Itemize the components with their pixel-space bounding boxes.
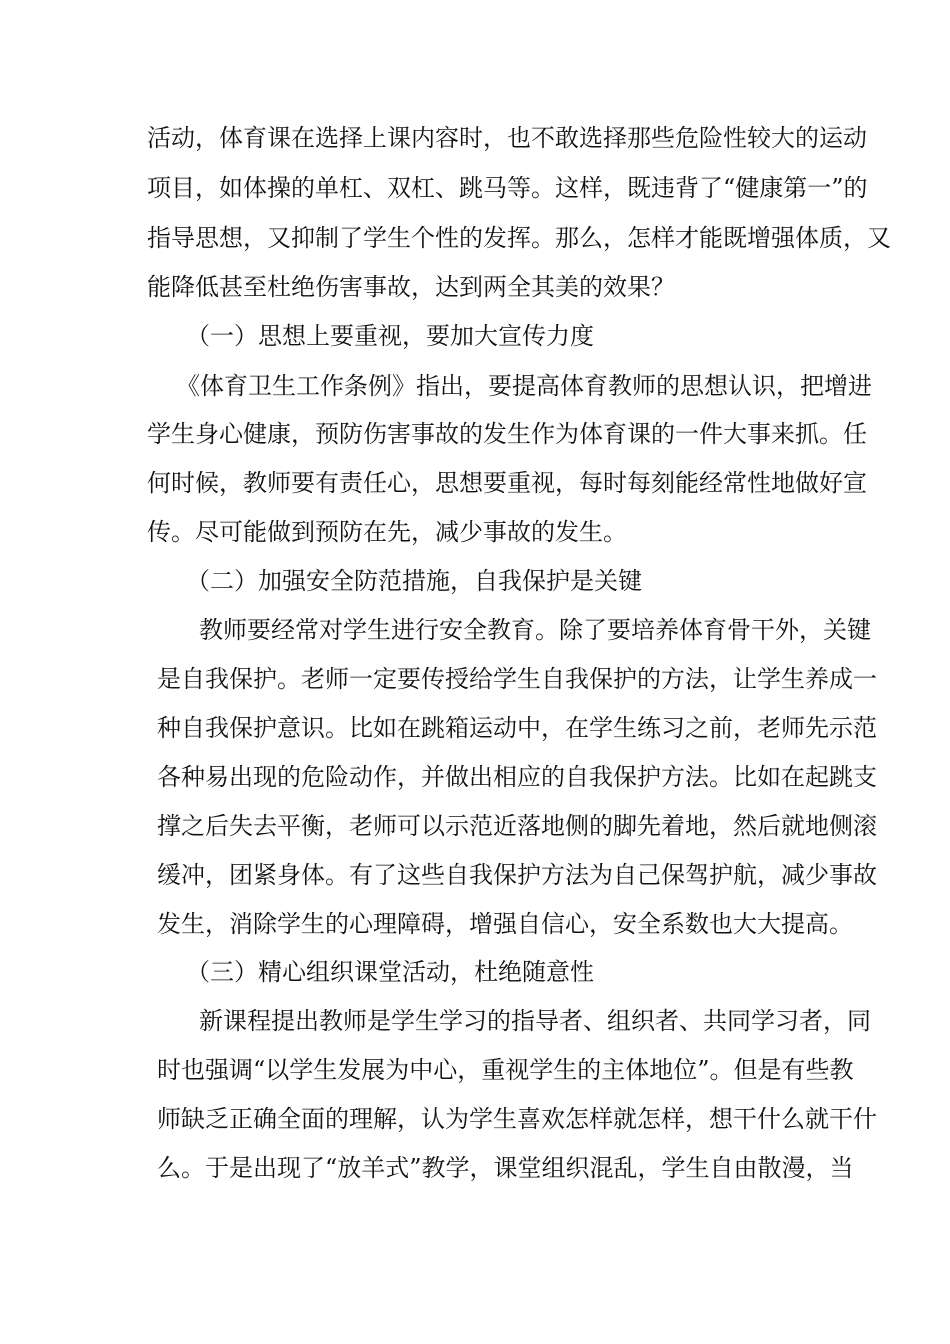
body-text-line: 传。尽可能做到预防在先，减少事故的发生。 — [147, 518, 627, 546]
body-text-line: 学生身心健康，预防伤害事故的发生作为体育课的一件大事来抓。任 — [147, 420, 867, 448]
section-heading: （三）精心组织课堂活动，杜绝随意性 — [186, 958, 594, 986]
body-text-line: 是自我保护。老师一定要传授给学生自我保护的方法，让学生养成一 — [157, 665, 877, 693]
body-text-line: 师缺乏正确全面的理解，认为学生喜欢怎样就怎样，想干什么就干什 — [157, 1105, 877, 1133]
section-heading: （一）思想上要重视，要加大宣传力度 — [186, 322, 594, 350]
body-text-line: 各种易出现的危险动作，并做出相应的自我保护方法。比如在起跳支 — [157, 763, 877, 791]
body-text-line: 么。于是出现了“放羊式”教学，课堂组织混乱，学生自由散漫，当 — [157, 1154, 854, 1182]
body-text-line: 教师要经常对学生进行安全教育。除了要培养体育骨干外，关键 — [199, 616, 871, 644]
body-text-line: 新课程提出教师是学生学习的指导者、组织者、共同学习者，同 — [199, 1007, 871, 1035]
body-text-line: 项目，如体操的单杠、双杠、跳马等。这样，既违背了“健康第一”的 — [147, 174, 868, 202]
body-text-line: 发生，消除学生的心理障碍，增强自信心，安全系数也大大提高。 — [157, 910, 853, 938]
section-heading: （二）加强安全防范措施，自我保护是关键 — [186, 567, 642, 595]
body-text-line: 《体育卫生工作条例》指出，要提高体育教师的思想认识，把增进 — [176, 372, 872, 400]
body-text-line: 时也强调“以学生发展为中心，重视学生的主体地位”。但是有些教 — [157, 1056, 854, 1084]
body-text-line: 能降低甚至杜绝伤害事故，达到两全其美的效果？ — [147, 273, 675, 301]
body-text-line: 指导思想，又抑制了学生个性的发挥。那么，怎样才能既增强体质，又 — [147, 224, 891, 252]
body-text-line: 种自我保护意识。比如在跳箱运动中，在学生练习之前，老师先示范 — [157, 714, 877, 742]
body-text-line: 何时候，教师要有责任心，思想要重视，每时每刻能经常性地做好宣 — [147, 469, 867, 497]
body-text-line: 缓冲，团紧身体。有了这些自我保护方法为自己保驾护航，减少事故 — [157, 861, 877, 889]
body-text-line: 撑之后失去平衡，老师可以示范近落地侧的脚先着地，然后就地侧滚 — [157, 812, 877, 840]
body-text-line: 活动，体育课在选择上课内容时，也不敢选择那些危险性较大的运动 — [147, 124, 867, 152]
